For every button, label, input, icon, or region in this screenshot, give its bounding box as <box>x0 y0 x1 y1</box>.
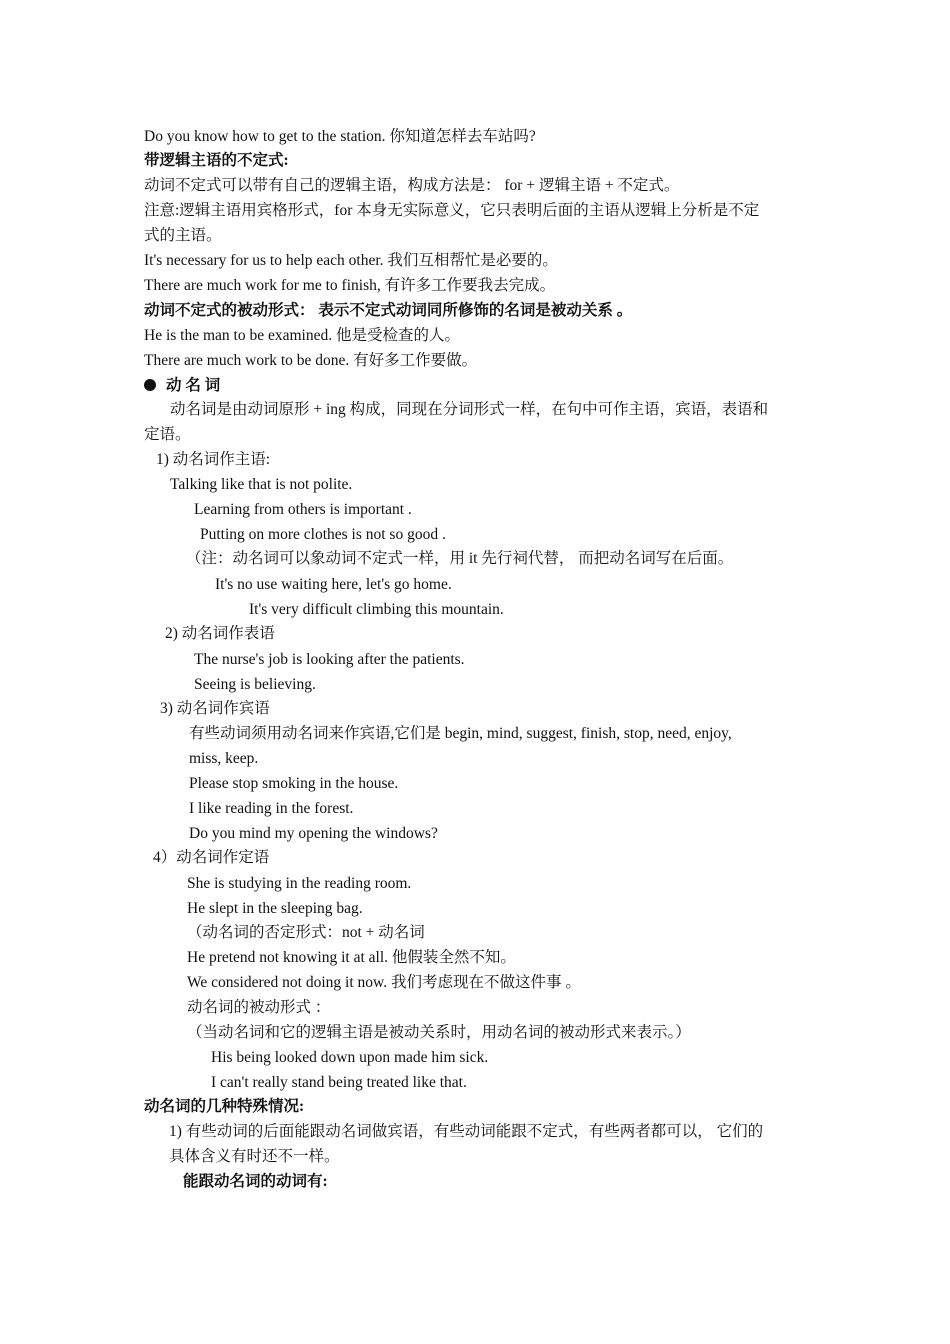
example-line: Do you mind my opening the windows? <box>189 825 438 842</box>
text-line: 动名词是由动词原形 + ing 构成，同现在分词形式一样，在句中可作主语，宾语，表语和 <box>170 401 769 418</box>
subsection-heading: 2) 动名词作表语 <box>165 625 275 642</box>
subsection-heading: 4）动名词作定语 <box>153 849 270 866</box>
example-line: It's necessary for us to help each other. 我们互相帮忙是必要的。 <box>144 252 558 269</box>
example-line: His being looked down upon made him sick. <box>211 1049 489 1066</box>
subsection-heading: 3) 动名词作宾语 <box>160 700 270 717</box>
section-heading: 动词不定式的被动形式： 表示不定式动词同所修饰的名词是被动关系 。 <box>144 302 633 319</box>
section-heading: 动名词的几种特殊情况: <box>144 1098 305 1115</box>
text-line: 动名词的被动形式 ： <box>187 999 331 1016</box>
example-line: It's very difficult climbing this mountain. <box>249 601 504 618</box>
example-line: Please stop smoking in the house. <box>189 775 399 792</box>
text-line: 1) 有些动词的后面能跟动名词做宾语，有些动词能跟不定式，有些两者都可以， 它们的 <box>169 1123 764 1140</box>
text-line: 式的主语。 <box>144 227 222 244</box>
text-line: 动词不定式可以带有自己的逻辑主语，构成方法是： for + 逻辑主语 + 不定式。 <box>144 177 680 194</box>
bullet-icon <box>144 379 156 391</box>
example-line: He slept in the sleeping bag. <box>187 900 363 917</box>
example-line: There are much work to be done. 有好多工作要做。 <box>144 352 478 369</box>
example-line: I like reading in the forest. <box>189 800 354 817</box>
example-line: There are much work for me to finish, 有许多工作要我去完成。 <box>144 277 556 294</box>
section-heading: 带逻辑主语的不定式: <box>144 152 289 169</box>
text-line: 有些动词须用动名词来作宾语,它们是 begin, mind, suggest, finish, stop, need, enjoy, <box>189 725 732 742</box>
subsection-heading: 1) 动名词作主语: <box>156 451 271 468</box>
text-line: Do you know how to get to the station. 你知道怎样去车站吗? <box>144 128 536 145</box>
section-heading-gerund <box>144 376 220 396</box>
example-line: He pretend not knowing it at all. 他假装全然不知。 <box>187 949 516 966</box>
example-line: I can't really stand being treated like that. <box>211 1074 467 1091</box>
example-line: Seeing is believing. <box>194 676 316 693</box>
example-line: The nurse's job is looking after the patients. <box>194 651 465 668</box>
text-line: 定语。 <box>144 426 191 443</box>
example-line: Learning from others is important . <box>194 501 412 518</box>
example-line: He is the man to be examined. 他是受检查的人。 <box>144 327 460 344</box>
text-line: 具体含义有时还不一样。 <box>169 1148 340 1165</box>
note-line: （动名词的否定形式：not + 动名词 <box>187 924 425 941</box>
example-line: It's no use waiting here, let's go home. <box>215 576 452 593</box>
text-line: 注意:逻辑主语用宾格形式，for 本身无实际意义，它只表明后面的主语从逻辑上分析是不定 <box>144 202 760 219</box>
example-line: Talking like that is not polite. <box>170 476 353 493</box>
note-line: （注：动名词可以象动词不定式一样，用 it 先行祠代替， 而把动名词写在后面。 <box>186 550 734 567</box>
note-line: （当动名词和它的逻辑主语是被动关系时，用动名词的被动形式来表示。） <box>187 1024 691 1041</box>
example-line: She is studying in the reading room. <box>187 875 412 892</box>
gerund-title: 动 名 词 <box>166 377 221 394</box>
text-line: miss, keep. <box>189 750 259 767</box>
subsection-heading: 能跟动名词的动词有: <box>183 1173 328 1190</box>
example-line: Putting on more clothes is not so good . <box>200 526 446 543</box>
example-line: We considered not doing it now. 我们考虑现在不做这件事 。 <box>187 974 581 991</box>
